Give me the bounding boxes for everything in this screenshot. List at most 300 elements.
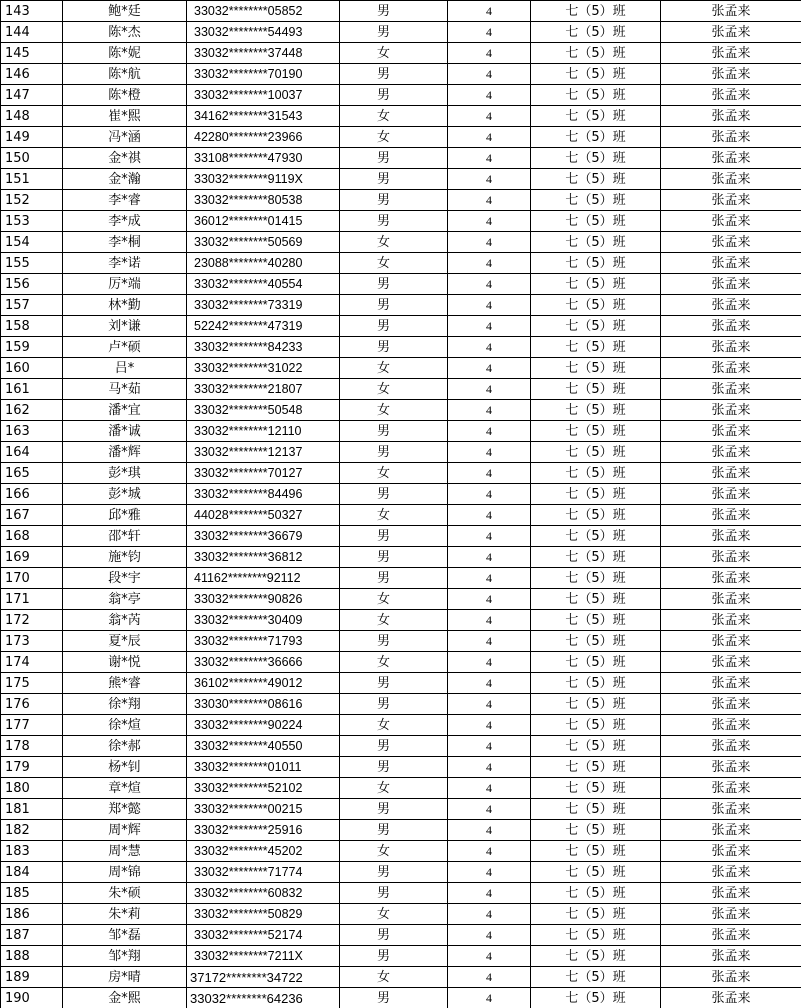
grade-cell: 4 (448, 22, 531, 43)
class-cell: 七（5）班 (531, 148, 661, 169)
class-cell: 七（5）班 (531, 925, 661, 946)
grade-cell: 4 (448, 43, 531, 64)
table-row (1, 232, 801, 253)
class-cell: 七（5）班 (531, 589, 661, 610)
student-name-cell: 朱*硕 (63, 883, 187, 904)
id-number-cell: 33030********08616 (187, 694, 340, 715)
class-cell: 七（5）班 (531, 106, 661, 127)
student-name-cell: 施*钧 (63, 547, 187, 568)
class-cell: 七（5）班 (531, 694, 661, 715)
row-number-cell: 155 (1, 253, 63, 274)
row-number-cell: 148 (1, 106, 63, 127)
row-number-cell: 160 (1, 358, 63, 379)
teacher-cell: 张孟来 (661, 589, 801, 610)
grade-cell: 4 (448, 64, 531, 85)
id-number-cell: 33032********36679 (187, 526, 340, 547)
teacher-cell: 张孟来 (661, 43, 801, 64)
student-name-cell: 林*勤 (63, 295, 187, 316)
teacher-cell: 张孟来 (661, 841, 801, 862)
row-number-cell: 157 (1, 295, 63, 316)
class-cell: 七（5）班 (531, 799, 661, 820)
id-number-cell: 37172********34722 (187, 967, 340, 988)
teacher-cell: 张孟来 (661, 85, 801, 106)
teacher-cell: 张孟来 (661, 379, 801, 400)
grade-cell: 4 (448, 925, 531, 946)
id-number-cell: 33032********84496 (187, 484, 340, 505)
id-number-cell: 33032********40554 (187, 274, 340, 295)
id-number-cell: 42280********23966 (187, 127, 340, 148)
student-name-cell: 邵*轩 (63, 526, 187, 547)
table-row (1, 967, 801, 988)
table-row (1, 484, 801, 505)
gender-cell: 男 (340, 169, 448, 190)
gender-cell: 男 (340, 547, 448, 568)
table-row (1, 190, 801, 211)
teacher-cell: 张孟来 (661, 610, 801, 631)
row-number-cell: 188 (1, 946, 63, 967)
teacher-cell: 张孟来 (661, 988, 801, 1008)
teacher-cell: 张孟来 (661, 799, 801, 820)
row-number-cell: 145 (1, 43, 63, 64)
teacher-cell: 张孟来 (661, 904, 801, 925)
row-number-cell: 187 (1, 925, 63, 946)
gender-cell: 男 (340, 148, 448, 169)
student-name-cell: 鲍*廷 (63, 1, 187, 22)
row-number-cell: 143 (1, 1, 63, 22)
gender-cell: 男 (340, 946, 448, 967)
id-number-cell: 33032********64236 (187, 988, 340, 1008)
row-number-cell: 144 (1, 22, 63, 43)
table-row (1, 820, 801, 841)
gender-cell: 女 (340, 253, 448, 274)
table-row (1, 736, 801, 757)
class-cell: 七（5）班 (531, 211, 661, 232)
class-cell: 七（5）班 (531, 337, 661, 358)
class-cell: 七（5）班 (531, 1, 661, 22)
table-row (1, 694, 801, 715)
id-number-cell: 41162********92112 (187, 568, 340, 589)
grade-cell: 4 (448, 253, 531, 274)
grade-cell: 4 (448, 841, 531, 862)
grade-cell: 4 (448, 904, 531, 925)
class-cell: 七（5）班 (531, 442, 661, 463)
class-cell: 七（5）班 (531, 631, 661, 652)
grade-cell: 4 (448, 778, 531, 799)
teacher-cell: 张孟来 (661, 232, 801, 253)
id-number-cell: 33032********7211X (187, 946, 340, 967)
row-number-cell: 156 (1, 274, 63, 295)
class-cell: 七（5）班 (531, 883, 661, 904)
row-number-cell: 177 (1, 715, 63, 736)
gender-cell: 男 (340, 22, 448, 43)
row-number-cell: 151 (1, 169, 63, 190)
table-row (1, 463, 801, 484)
grade-cell: 4 (448, 85, 531, 106)
grade-cell: 4 (448, 211, 531, 232)
gender-cell: 男 (340, 211, 448, 232)
class-cell: 七（5）班 (531, 43, 661, 64)
gender-cell: 男 (340, 1, 448, 22)
student-name-cell: 房*晴 (63, 967, 187, 988)
gender-cell: 女 (340, 358, 448, 379)
grade-cell: 4 (448, 568, 531, 589)
id-number-cell: 33032********73319 (187, 295, 340, 316)
grade-cell: 4 (448, 862, 531, 883)
teacher-cell: 张孟来 (661, 547, 801, 568)
gender-cell: 男 (340, 883, 448, 904)
id-number-cell: 33032********71793 (187, 631, 340, 652)
class-cell: 七（5）班 (531, 169, 661, 190)
grade-cell: 4 (448, 631, 531, 652)
teacher-cell: 张孟来 (661, 862, 801, 883)
table-row (1, 862, 801, 883)
id-number-cell: 33032********84233 (187, 337, 340, 358)
id-number-cell: 33032********50548 (187, 400, 340, 421)
row-number-cell: 184 (1, 862, 63, 883)
id-number-cell: 33032********70190 (187, 64, 340, 85)
row-number-cell: 179 (1, 757, 63, 778)
teacher-cell: 张孟来 (661, 1, 801, 22)
gender-cell: 男 (340, 274, 448, 295)
table-row (1, 883, 801, 904)
table-row (1, 589, 801, 610)
class-cell: 七（5）班 (531, 484, 661, 505)
class-cell: 七（5）班 (531, 316, 661, 337)
teacher-cell: 张孟来 (661, 778, 801, 799)
grade-cell: 4 (448, 232, 531, 253)
row-number-cell: 146 (1, 64, 63, 85)
id-number-cell: 33032********30409 (187, 610, 340, 631)
student-name-cell: 卢*硕 (63, 337, 187, 358)
id-number-cell: 33032********12110 (187, 421, 340, 442)
grade-cell: 4 (448, 652, 531, 673)
gender-cell: 女 (340, 43, 448, 64)
student-name-cell: 李*成 (63, 211, 187, 232)
student-name-cell: 李*睿 (63, 190, 187, 211)
gender-cell: 男 (340, 631, 448, 652)
gender-cell: 女 (340, 505, 448, 526)
grade-cell: 4 (448, 442, 531, 463)
table-row (1, 337, 801, 358)
table-row (1, 43, 801, 64)
grade-cell: 4 (448, 1, 531, 22)
student-name-cell: 陈*妮 (63, 43, 187, 64)
gender-cell: 女 (340, 841, 448, 862)
class-cell: 七（5）班 (531, 505, 661, 526)
id-number-cell: 33032********05852 (187, 1, 340, 22)
row-number-cell: 165 (1, 463, 63, 484)
student-name-cell: 徐*翔 (63, 694, 187, 715)
grade-cell: 4 (448, 337, 531, 358)
grade-cell: 4 (448, 883, 531, 904)
row-number-cell: 176 (1, 694, 63, 715)
row-number-cell: 178 (1, 736, 63, 757)
table-row (1, 652, 801, 673)
student-name-cell: 翁*芮 (63, 610, 187, 631)
student-name-cell: 马*茹 (63, 379, 187, 400)
table-row (1, 400, 801, 421)
student-name-cell: 潘*辉 (63, 442, 187, 463)
table-row (1, 316, 801, 337)
row-number-cell: 166 (1, 484, 63, 505)
class-cell: 七（5）班 (531, 190, 661, 211)
id-number-cell: 33032********25916 (187, 820, 340, 841)
student-name-cell: 邹*磊 (63, 925, 187, 946)
teacher-cell: 张孟来 (661, 463, 801, 484)
class-cell: 七（5）班 (531, 232, 661, 253)
class-cell: 七（5）班 (531, 988, 661, 1008)
table-row (1, 925, 801, 946)
class-cell: 七（5）班 (531, 253, 661, 274)
row-number-cell: 152 (1, 190, 63, 211)
table-row (1, 148, 801, 169)
class-cell: 七（5）班 (531, 421, 661, 442)
gender-cell: 男 (340, 862, 448, 883)
grade-cell: 4 (448, 988, 531, 1008)
id-number-cell: 33032********52174 (187, 925, 340, 946)
row-number-cell: 170 (1, 568, 63, 589)
student-name-cell: 崔*熙 (63, 106, 187, 127)
teacher-cell: 张孟来 (661, 190, 801, 211)
gender-cell: 男 (340, 85, 448, 106)
gender-cell: 女 (340, 127, 448, 148)
id-number-cell: 33032********45202 (187, 841, 340, 862)
table-row (1, 358, 801, 379)
gender-cell: 女 (340, 652, 448, 673)
grade-cell: 4 (448, 274, 531, 295)
grade-cell: 4 (448, 694, 531, 715)
class-cell: 七（5）班 (531, 85, 661, 106)
teacher-cell: 张孟来 (661, 253, 801, 274)
teacher-cell: 张孟来 (661, 736, 801, 757)
gender-cell: 男 (340, 316, 448, 337)
grade-cell: 4 (448, 736, 531, 757)
class-cell: 七（5）班 (531, 778, 661, 799)
id-number-cell: 33032********52102 (187, 778, 340, 799)
teacher-cell: 张孟来 (661, 694, 801, 715)
grade-cell: 4 (448, 463, 531, 484)
row-number-cell: 185 (1, 883, 63, 904)
gender-cell: 女 (340, 904, 448, 925)
gender-cell: 男 (340, 757, 448, 778)
table-row (1, 442, 801, 463)
student-name-cell: 翁*亭 (63, 589, 187, 610)
teacher-cell: 张孟来 (661, 883, 801, 904)
table-row (1, 64, 801, 85)
row-number-cell: 168 (1, 526, 63, 547)
student-name-cell: 李*诺 (63, 253, 187, 274)
gender-cell: 男 (340, 442, 448, 463)
gender-cell: 女 (340, 232, 448, 253)
student-name-cell: 徐*煊 (63, 715, 187, 736)
id-number-cell: 33032********21807 (187, 379, 340, 400)
gender-cell: 男 (340, 820, 448, 841)
grade-cell: 4 (448, 190, 531, 211)
table-row (1, 610, 801, 631)
gender-cell: 女 (340, 715, 448, 736)
class-cell: 七（5）班 (531, 274, 661, 295)
gender-cell: 男 (340, 484, 448, 505)
student-name-cell: 金*熙 (63, 988, 187, 1008)
grade-cell: 4 (448, 295, 531, 316)
table-row (1, 1, 801, 22)
teacher-cell: 张孟来 (661, 211, 801, 232)
gender-cell: 女 (340, 967, 448, 988)
id-number-cell: 33032********36812 (187, 547, 340, 568)
grade-cell: 4 (448, 316, 531, 337)
class-cell: 七（5）班 (531, 862, 661, 883)
id-number-cell: 33032********9119X (187, 169, 340, 190)
id-number-cell: 33032********90826 (187, 589, 340, 610)
grade-cell: 4 (448, 169, 531, 190)
student-name-cell: 陈*杰 (63, 22, 187, 43)
table-row (1, 106, 801, 127)
id-number-cell: 33032********31022 (187, 358, 340, 379)
id-number-cell: 33108********47930 (187, 148, 340, 169)
row-number-cell: 181 (1, 799, 63, 820)
gender-cell: 男 (340, 799, 448, 820)
gender-cell: 女 (340, 463, 448, 484)
grade-cell: 4 (448, 589, 531, 610)
class-cell: 七（5）班 (531, 379, 661, 400)
teacher-cell: 张孟来 (661, 757, 801, 778)
teacher-cell: 张孟来 (661, 568, 801, 589)
grade-cell: 4 (448, 484, 531, 505)
row-number-cell: 186 (1, 904, 63, 925)
class-cell: 七（5）班 (531, 967, 661, 988)
teacher-cell: 张孟来 (661, 400, 801, 421)
table-row (1, 631, 801, 652)
row-number-cell: 167 (1, 505, 63, 526)
teacher-cell: 张孟来 (661, 505, 801, 526)
id-number-cell: 34162********31543 (187, 106, 340, 127)
table-row (1, 505, 801, 526)
grade-cell: 4 (448, 715, 531, 736)
student-name-cell: 周*锦 (63, 862, 187, 883)
student-name-cell: 邹*翔 (63, 946, 187, 967)
class-cell: 七（5）班 (531, 400, 661, 421)
id-number-cell: 33032********00215 (187, 799, 340, 820)
row-number-cell: 189 (1, 967, 63, 988)
table-row (1, 799, 801, 820)
gender-cell: 男 (340, 925, 448, 946)
id-number-cell: 52242********47319 (187, 316, 340, 337)
id-number-cell: 33032********50569 (187, 232, 340, 253)
table-row (1, 253, 801, 274)
teacher-cell: 张孟来 (661, 22, 801, 43)
gender-cell: 男 (340, 295, 448, 316)
student-name-cell: 徐*郝 (63, 736, 187, 757)
class-cell: 七（5）班 (531, 841, 661, 862)
teacher-cell: 张孟来 (661, 421, 801, 442)
table-row (1, 715, 801, 736)
row-number-cell: 182 (1, 820, 63, 841)
class-cell: 七（5）班 (531, 463, 661, 484)
row-number-cell: 171 (1, 589, 63, 610)
student-name-cell: 朱*莉 (63, 904, 187, 925)
row-number-cell: 161 (1, 379, 63, 400)
row-number-cell: 175 (1, 673, 63, 694)
class-cell: 七（5）班 (531, 127, 661, 148)
gender-cell: 女 (340, 589, 448, 610)
id-number-cell: 33032********70127 (187, 463, 340, 484)
grade-cell: 4 (448, 967, 531, 988)
grade-cell: 4 (448, 799, 531, 820)
teacher-cell: 张孟来 (661, 631, 801, 652)
student-name-cell: 潘*诚 (63, 421, 187, 442)
row-number-cell: 164 (1, 442, 63, 463)
gender-cell: 男 (340, 694, 448, 715)
table-row (1, 22, 801, 43)
class-cell: 七（5）班 (531, 904, 661, 925)
student-name-cell: 夏*辰 (63, 631, 187, 652)
row-number-cell: 153 (1, 211, 63, 232)
id-number-cell: 33032********37448 (187, 43, 340, 64)
id-number-cell: 33032********12137 (187, 442, 340, 463)
gender-cell: 男 (340, 526, 448, 547)
id-number-cell: 33032********10037 (187, 85, 340, 106)
row-number-cell: 190 (1, 988, 63, 1008)
teacher-cell: 张孟来 (661, 820, 801, 841)
table-row (1, 568, 801, 589)
gender-cell: 女 (340, 106, 448, 127)
teacher-cell: 张孟来 (661, 484, 801, 505)
grade-cell: 4 (448, 148, 531, 169)
student-name-cell: 陈*橙 (63, 85, 187, 106)
class-cell: 七（5）班 (531, 820, 661, 841)
student-name-cell: 周*辉 (63, 820, 187, 841)
row-number-cell: 149 (1, 127, 63, 148)
grade-cell: 4 (448, 505, 531, 526)
student-name-cell: 金*祺 (63, 148, 187, 169)
grade-cell: 4 (448, 106, 531, 127)
class-cell: 七（5）班 (531, 946, 661, 967)
teacher-cell: 张孟来 (661, 274, 801, 295)
row-number-cell: 150 (1, 148, 63, 169)
gender-cell: 男 (340, 673, 448, 694)
student-name-cell: 彭*城 (63, 484, 187, 505)
grade-cell: 4 (448, 379, 531, 400)
row-number-cell: 172 (1, 610, 63, 631)
grade-cell: 4 (448, 757, 531, 778)
gender-cell: 女 (340, 610, 448, 631)
class-cell: 七（5）班 (531, 715, 661, 736)
grade-cell: 4 (448, 820, 531, 841)
table-row (1, 778, 801, 799)
student-name-cell: 邱*雅 (63, 505, 187, 526)
table-row (1, 547, 801, 568)
gender-cell: 男 (340, 736, 448, 757)
class-cell: 七（5）班 (531, 652, 661, 673)
student-name-cell: 杨*钊 (63, 757, 187, 778)
table-row (1, 988, 801, 1008)
student-name-cell: 章*煊 (63, 778, 187, 799)
gender-cell: 女 (340, 778, 448, 799)
grade-cell: 4 (448, 421, 531, 442)
row-number-cell: 158 (1, 316, 63, 337)
class-cell: 七（5）班 (531, 610, 661, 631)
class-cell: 七（5）班 (531, 64, 661, 85)
gender-cell: 男 (340, 190, 448, 211)
id-number-cell: 33032********50829 (187, 904, 340, 925)
grade-cell: 4 (448, 127, 531, 148)
grade-cell: 4 (448, 526, 531, 547)
student-name-cell: 段*宇 (63, 568, 187, 589)
student-name-cell: 冯*涵 (63, 127, 187, 148)
table-row (1, 841, 801, 862)
student-name-cell: 刘*谦 (63, 316, 187, 337)
student-name-cell: 谢*悦 (63, 652, 187, 673)
